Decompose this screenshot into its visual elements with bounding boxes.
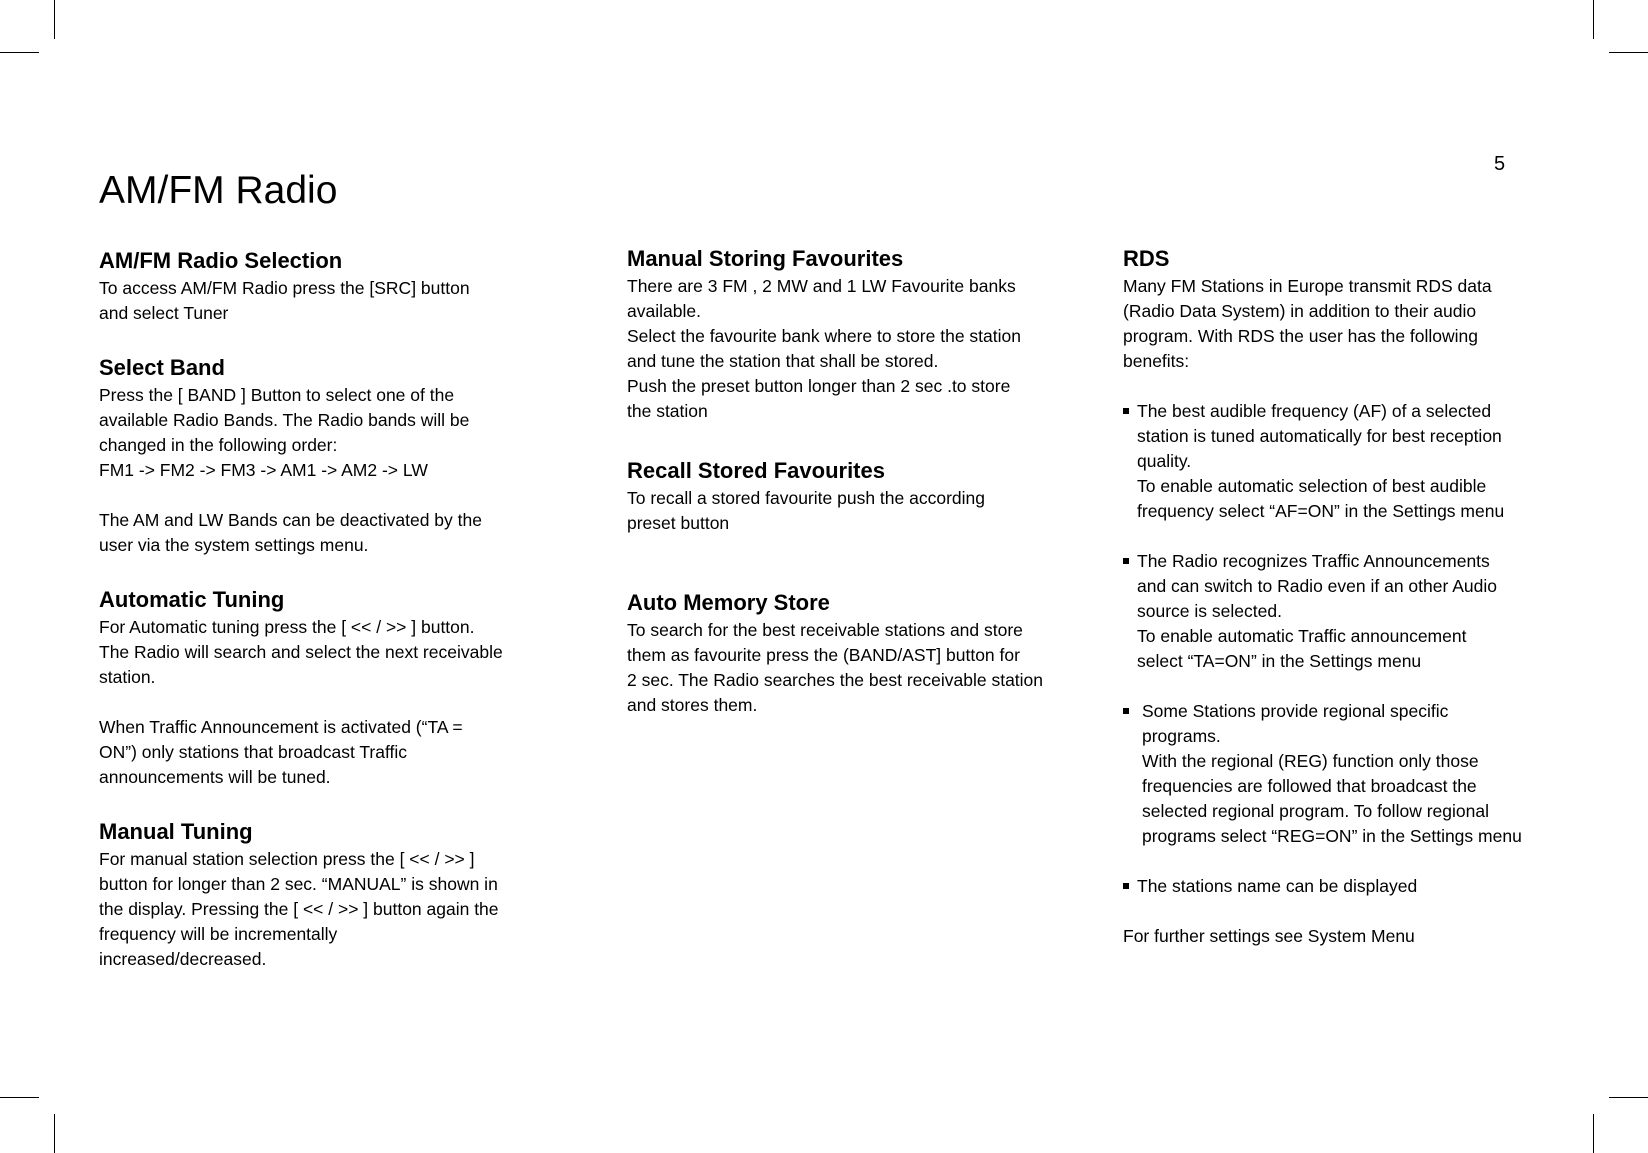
page-number: 5: [1494, 153, 1506, 175]
section-select-band: [99, 353, 549, 558]
section-title: AM/FM Radio Selection: [99, 248, 343, 273]
text-line: To search for the best receivable stations and store: [627, 620, 1023, 640]
text-line: FM1 -> FM2 -> FM3 -> AM1 -> AM2 -> LW: [99, 460, 428, 480]
text-line: programs select “REG=ON” in the Settings menu: [1142, 826, 1522, 846]
text-line: and select Tuner: [99, 303, 229, 323]
text-line: For manual station selection press the [ << / >> ]: [99, 849, 475, 869]
text-line: increased/decreased.: [99, 949, 267, 969]
text-line: Some Stations provide regional specific: [1142, 701, 1449, 721]
text-line: and stores them.: [627, 695, 758, 715]
text-line: For Automatic tuning press the [ << / >> ] button.: [99, 617, 475, 637]
text-line: frequencies are followed that broadcast the: [1142, 776, 1477, 796]
text-line: The AM and LW Bands can be deactivated by the: [99, 510, 482, 530]
text-line: user via the system settings menu.: [99, 535, 369, 555]
text-line: the station: [627, 401, 708, 421]
section-title: Auto Memory Store: [627, 590, 830, 615]
section-manual-tuning: [99, 817, 549, 972]
text-line: station.: [99, 667, 156, 687]
bullet-square-icon: [1123, 408, 1129, 414]
section-rds: [1123, 244, 1623, 949]
text-line: changed in the following order:: [99, 435, 338, 455]
text-line: To enable automatic Traffic announcement: [1137, 626, 1467, 646]
section-title: Manual Tuning: [99, 819, 253, 844]
section-manual-storing: [627, 244, 1077, 424]
section-title: Recall Stored Favourites: [627, 458, 885, 483]
text-line: Push the preset button longer than 2 sec .to store: [627, 376, 1011, 396]
text-line: To recall a stored favourite push the according: [627, 488, 985, 508]
crop-mark: [1609, 1097, 1648, 1098]
text-line: the display. Pressing the [ << / >> ] button again the: [99, 899, 499, 919]
text-line: program. With RDS the user has the following: [1123, 326, 1479, 346]
crop-mark: [1593, 1114, 1594, 1153]
text-line: To access AM/FM Radio press the [SRC] button: [99, 278, 470, 298]
text-line: available.: [627, 301, 701, 321]
section-title: RDS: [1123, 246, 1170, 271]
text-line: (Radio Data System) in addition to their audio: [1123, 301, 1477, 321]
section-title: Manual Storing Favourites: [627, 246, 904, 271]
text-line: frequency select “AF=ON” in the Settings menu: [1137, 501, 1505, 521]
text-line: preset button: [627, 513, 730, 533]
text-line: available Radio Bands. The Radio bands will be: [99, 410, 470, 430]
bullet-square-icon: [1123, 558, 1129, 564]
footer-note: For further settings see System Menu: [1123, 926, 1415, 946]
text-line: The stations name can be displayed: [1137, 876, 1418, 896]
text-line: quality.: [1137, 451, 1192, 471]
text-line: button for longer than 2 sec. “MANUAL” is shown in: [99, 874, 498, 894]
column-right: [1123, 244, 1623, 949]
text-line: and tune the station that shall be stored.: [627, 351, 939, 371]
text-line: them as favourite press the (BAND/AST] button for: [627, 645, 1020, 665]
text-line: The best audible frequency (AF) of a selected: [1137, 401, 1492, 421]
crop-mark: [0, 52, 39, 53]
text-line: Press the [ BAND ] Button to select one of the: [99, 385, 455, 405]
text-line: select “TA=ON” in the Settings menu: [1137, 651, 1422, 671]
text-line: 2 sec. The Radio searches the best receivable station: [627, 670, 1044, 690]
text-line: and can switch to Radio even if an other Audio: [1137, 576, 1497, 596]
page-title: AM/FM Radio: [99, 169, 338, 212]
text-line: station is tuned automatically for best reception: [1137, 426, 1502, 446]
text-line: Select the favourite bank where to store the station: [627, 326, 1021, 346]
text-line: Many FM Stations in Europe transmit RDS data: [1123, 276, 1492, 296]
text-line: When Traffic Announcement is activated (“TA =: [99, 717, 463, 737]
section-title: Select Band: [99, 355, 225, 380]
bullet-square-icon: [1123, 708, 1129, 714]
bullet-square-icon: [1123, 883, 1129, 889]
text-line: frequency will be incrementally: [99, 924, 338, 944]
bullet-item: [1123, 699, 1623, 849]
crop-mark: [54, 1114, 55, 1153]
bullet-item: [1123, 549, 1623, 674]
text-line: With the regional (REG) function only those: [1142, 751, 1479, 771]
crop-mark: [0, 1097, 39, 1098]
bullet-item: [1123, 874, 1623, 899]
text-line: ON”) only stations that broadcast Traffic: [99, 742, 408, 762]
text-line: programs.: [1142, 726, 1221, 746]
column-left: [99, 246, 549, 972]
column-middle: [627, 244, 1077, 718]
text-line: selected regional program. To follow regional: [1142, 801, 1489, 821]
text-line: To enable automatic selection of best audible: [1137, 476, 1487, 496]
crop-mark: [1593, 0, 1594, 39]
text-line: source is selected.: [1137, 601, 1282, 621]
bullet-item: [1123, 399, 1623, 524]
crop-mark: [1609, 52, 1648, 53]
section-title: Automatic Tuning: [99, 587, 285, 612]
text-line: The Radio will search and select the next receivable: [99, 642, 503, 662]
text-line: benefits:: [1123, 351, 1190, 371]
section-radio-selection: [99, 246, 549, 326]
text-line: There are 3 FM , 2 MW and 1 LW Favourite banks: [627, 276, 1016, 296]
text-line: The Radio recognizes Traffic Announcements: [1137, 551, 1490, 571]
section-recall-favourites: [627, 456, 1077, 536]
section-auto-memory-store: [627, 588, 1077, 718]
section-automatic-tuning: [99, 585, 549, 790]
crop-mark: [54, 0, 55, 39]
text-line: announcements will be tuned.: [99, 767, 331, 787]
